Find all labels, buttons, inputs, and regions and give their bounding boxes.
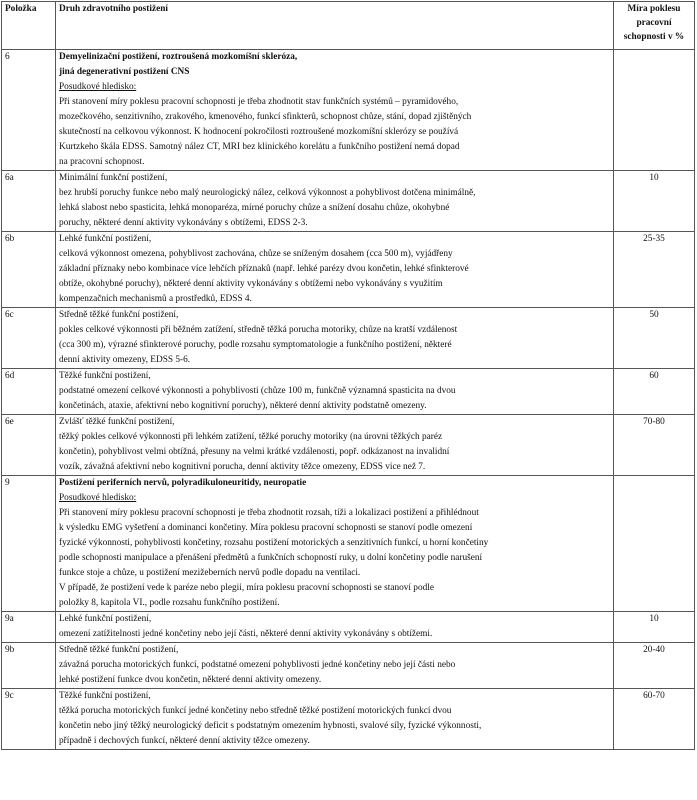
description-line: podle schopnosti manipulace a přenášení předmětů a funkčních schopností ruky, u dolní končetiny podle narušení xyxy=(59,553,483,563)
rate-value: 10 xyxy=(614,171,695,232)
description-line: Při stanovení míry poklesu pracovní schopnosti je třeba zhodnotit rozsah, tíži a lokalizaci postižení a přihlédnout xyxy=(59,508,479,518)
item-number: 6a xyxy=(2,171,56,232)
item-number: 9b xyxy=(2,643,56,689)
item-number: 9c xyxy=(2,689,56,750)
table-row xyxy=(2,50,695,171)
description-line: mozečkového, senzitivního, zrakového, kmenového, funkcí sfinkterů, schopnost chůze, stání, dopad zjištěných xyxy=(59,112,472,122)
description-line: Středně těžké funkční postižení, xyxy=(59,645,179,655)
table-row xyxy=(2,171,695,232)
description-line: těžký pokles celkové výkonnosti při lehkém zatížení, těžké poruchy motoriky (na úrovni těžkých paréz xyxy=(59,432,443,442)
description-line: (cca 300 m), výrazné sfinkterové poruchy, podle rozsahu symptomatologie a funkčního postižení, některé xyxy=(59,340,452,350)
description-line: Těžké funkční postižení, xyxy=(59,371,151,381)
table-row xyxy=(2,689,695,750)
rate-value: 60 xyxy=(614,369,695,415)
description-line: denní aktivity omezeny, EDSS 5-6. xyxy=(59,355,191,365)
description-line: funkce stoje a chůze, u postižení mezižeberních nervů podle dopadu na ventilaci. xyxy=(59,568,361,578)
disability-description xyxy=(56,476,614,612)
description-line: Lehké funkční postižení, xyxy=(59,234,152,244)
disability-description xyxy=(56,232,614,308)
description-line: skutečností na celkovou výkonnost. K hodnocení pokročilosti roztroušené mozkomíšní sklerózy se používá xyxy=(59,127,459,137)
description-line: končetin), pohyblivost velmi obtížná, přesuny na velmi krátké vzdálenosti, popř. odkázanost na invalidní xyxy=(59,447,450,457)
description-line: těžká porucha motorických funkcí jedné končetiny nebo středně těžké postižení motorických funkcí dvou xyxy=(59,706,452,716)
item-number: 9 xyxy=(2,476,56,612)
header-item: Položka xyxy=(2,2,56,50)
disability-description xyxy=(56,415,614,476)
assessment-note-label: Posudkové hledisko: xyxy=(59,82,137,92)
description-line: Minimální funkční postižení, xyxy=(59,173,168,183)
rate-value xyxy=(614,50,695,171)
rate-value: 25-35 xyxy=(614,232,695,308)
item-number: 6b xyxy=(2,232,56,308)
header-rate-line: schopnosti v % xyxy=(623,32,685,42)
table-row xyxy=(2,643,695,689)
description-line: V případě, že postižení vede k paréze nebo plegii, míra poklesu pracovní schopnosti se stanoví podle xyxy=(59,583,434,593)
table-row xyxy=(2,308,695,369)
description-line: Při stanovení míry poklesu pracovní schopnosti je třeba zhodnotit stav funkčních systémů – pyramidového, xyxy=(59,97,459,107)
section-title: jiná degenerativní postižení CNS xyxy=(59,67,190,77)
section-title: Demyelinizační postižení, roztroušená mozkomíšní skleróza, xyxy=(59,52,298,62)
item-number: 6d xyxy=(2,369,56,415)
description-line: omezení zatížitelnosti jedné končetiny nebo její části, některé denní aktivity vykonávány s obtížemi. xyxy=(59,629,433,639)
description-line: fyzické výkonnosti, pohyblivosti končetiny, rozsahu postižení motorických a senzitivních funkcí, u horní končetiny xyxy=(59,538,489,548)
description-line: Středně těžké funkční postižení, xyxy=(59,310,179,320)
description-line: Lehké funkční postižení, xyxy=(59,614,152,624)
section-title: Postižení periferních nervů, polyradikuloneuritidy, neuropatie xyxy=(59,478,307,488)
item-number: 6 xyxy=(2,50,56,171)
description-line: poruchy, některé denní aktivity vykonávány s obtížemi, EDSS 2-3. xyxy=(59,218,308,228)
table-row xyxy=(2,476,695,612)
header-rate xyxy=(614,2,695,50)
description-line: na pracovní schopnost. xyxy=(59,157,145,167)
disability-assessment-table xyxy=(1,1,695,750)
description-line: závažná porucha motorických funkcí, podstatné omezení pohyblivosti jedné končetiny nebo její části nebo xyxy=(59,660,456,670)
rate-value: 70-80 xyxy=(614,415,695,476)
item-number: 9a xyxy=(2,612,56,643)
header-rate-line: Míra poklesu xyxy=(627,4,681,14)
disability-description xyxy=(56,50,614,171)
description-line: lehké postižení funkce dvou končetin, některé denní aktivity omezeny. xyxy=(59,675,322,685)
header-disability-type: Druh zdravotního postižení xyxy=(56,2,614,50)
rate-value: 20-40 xyxy=(614,643,695,689)
description-line: vozík, závažná afektivní nebo kognitivní porucha, denní aktivity těžce omezeny, EDSS více než 7. xyxy=(59,462,426,472)
disability-description xyxy=(56,308,614,369)
description-line: základní příznaky nebo kombinace více lehčích příznaků (např. lehké parézy dvou končetin, lehké sfinkterové xyxy=(59,264,469,274)
description-line: končetinách, ataxie, afektivní nebo kognitivní poruchy), některé denní aktivity podstatně omezeny. xyxy=(59,401,427,411)
disability-description xyxy=(56,643,614,689)
description-line: Těžké funkční postižení, xyxy=(59,691,151,701)
description-line: pokles celkové výkonnosti při běžném zatížení, středně těžká porucha motoriky, chůze na kratší vzdálenost xyxy=(59,325,458,335)
description-line: Kurtzkeho škála EDSS. Samotný nález CT, MRI bez klinického korelátu a funkčního postižení nemá dopad xyxy=(59,142,460,152)
description-line: Zvlášť těžké funkční postižení, xyxy=(59,417,175,427)
table-header-row xyxy=(2,2,695,50)
description-line: případně i dechových funkcí, některé denní aktivity těžce omezeny. xyxy=(59,736,310,746)
description-line: položky 8, kapitola VI., podle rozsahu funkčního postižení. xyxy=(59,598,280,608)
item-number: 6c xyxy=(2,308,56,369)
description-line: podstatné omezení celkové výkonnosti a pohyblivosti (chůze 100 m, funkčně významná spasticita na dvou xyxy=(59,386,456,396)
description-line: k výsledku EMG vyšetření a dominanci končetiny. Míra poklesu pracovní schopnosti se stanoví podle omezení xyxy=(59,523,473,533)
table-row xyxy=(2,369,695,415)
rate-value: 50 xyxy=(614,308,695,369)
assessment-note-label: Posudkové hledisko: xyxy=(59,493,137,503)
rate-value: 10 xyxy=(614,612,695,643)
description-line: obtíže, okohybné poruchy), některé denní aktivity vykonávány s obtížemi nebo vykonávány s využitím xyxy=(59,279,443,289)
disability-description xyxy=(56,612,614,643)
table-row xyxy=(2,415,695,476)
disability-description xyxy=(56,369,614,415)
rate-value: 60-70 xyxy=(614,689,695,750)
table-row xyxy=(2,612,695,643)
table-body xyxy=(2,50,695,750)
disability-description xyxy=(56,171,614,232)
header-rate-line: pracovní xyxy=(636,18,672,28)
description-line: lehká slabost nebo spasticita, lehká monoparéza, mírné poruchy chůze a snížení dosahu chůze, okohybné xyxy=(59,203,450,213)
rate-value xyxy=(614,476,695,612)
description-line: kompenzačních mechanismů a prostředků, EDSS 4. xyxy=(59,294,252,304)
description-line: celková výkonnost omezena, pohyblivost zachována, chůze se sníženým dosahem (cca 500 m), vyjádřeny xyxy=(59,249,453,259)
item-number: 6e xyxy=(2,415,56,476)
disability-description xyxy=(56,689,614,750)
description-line: končetin nebo jiný těžký neurologický deficit s podstatným omezením hybnosti, svalové síly, fyzické výkonnosti, xyxy=(59,721,482,731)
table-row xyxy=(2,232,695,308)
description-line: bez hrubší poruchy funkce nebo malý neurologický nález, celková výkonnost a pohyblivost dotčena minimálně, xyxy=(59,188,476,198)
